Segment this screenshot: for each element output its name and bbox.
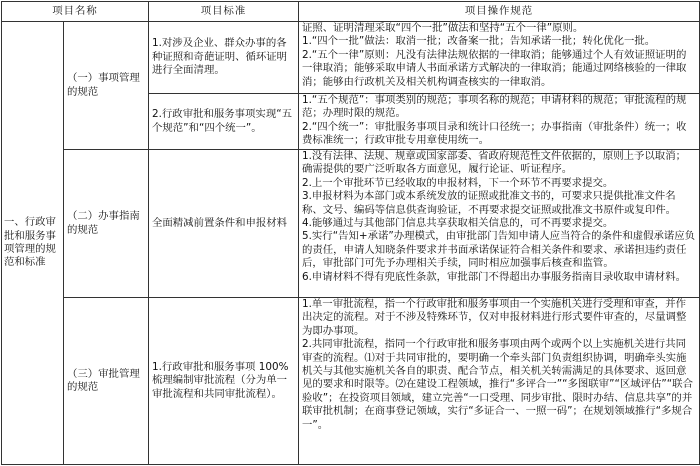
- operation-rules: [299, 94, 700, 150]
- rule-line: 3.申报材料为本部门或本系统发放的证照或批准文书的，可要求只提供批准文件名称、文号、编码等信息供查询验证，不再要求提交证照或批准文书原件或复印件。: [302, 190, 677, 216]
- table-row: [2, 298, 700, 465]
- operation-rules: [299, 150, 700, 298]
- standards-table: [1, 1, 700, 465]
- rule-line: 2.“五个一律”原则：凡没有法律法规依据的一律取消；能够通过个人有效证照证明的一律取消；能够采取申请人书面承诺方式解决的一律取消；能通过网络核验的一律取消；能够由行政机关及相关机构调查核实的一律取消。: [302, 48, 687, 88]
- rule-line: 1.“五个规范”：事项类别的规范；事项名称的规范；申请材料的规范；审批流程的规范；办理时限的规范。: [302, 94, 687, 120]
- rule-line: 5.实行“告知+承诺”办理模式，由审批部门告知申请人应当符合的条件和虚假承诺应负的责任，申请人知晓条件要求并书面承诺保证符合相关条件和要求、承诺担违约责任后，审批部门可先予办理相关手续，同时相应加强事后核查和监管。: [302, 230, 696, 270]
- rule-line: 4.能够通过与其他部门信息共享获取相关信息的，可不再要求提交。: [302, 217, 614, 230]
- rule-line: 2.共同审批流程，指同一个行政审批和服务事项由两个或两个以上实施机关进行共同审查的流程。⑴对于共同审批的，要明确一个牵头部门负责组织协调，明确牵头实施机关与其他实施机关各自的职责、配合节点，相关机关转需满足的具体要求、返回意见的要求和时限等。⑵在建设工程领域，推行“多评合一”“多图联审”“区域评估”“联合验收”；在投资项目领域，建立完善“一口受理、同步审批、限时办结、信息共享”的并联审批机制；在商事登记领域，实行“多证合一、一照一码”；在规划领域推行“多规合一”。: [302, 338, 693, 431]
- category-cell: 一、行政审批和服务事项管理的规范和标准: [2, 22, 64, 465]
- section-name-2: （二）办事指南的规范: [64, 150, 149, 298]
- rule-line: 1.单一审批流程，指一个行政审批和服务事项由一个实施机关进行受理和审查，并作出决定的流程。对于不涉及特殊环节，仅对申报材料进行形式要件审查的，尽量调整为即办事项。: [302, 298, 687, 337]
- table-row: [2, 150, 700, 298]
- standard-text: 全面精减前置条件和申报材料: [149, 150, 299, 298]
- rule-line: 2.上一个审批环节已经收取的申报材料，下一个环节不再要求提交。: [302, 176, 614, 189]
- rule-line: 2.“四个统一”：审批服务事项目录和统计口径统一；办事指南（审批条件）统一；收费标准统一；行政审批专用章使用统一。: [302, 120, 687, 147]
- header-row: [2, 2, 700, 22]
- table-row: [2, 22, 700, 94]
- standard-text: 2.行政审批和服务事项实现“五个规范”和“四个统一”。: [149, 94, 299, 150]
- header-project-standard: 项目标准: [149, 2, 299, 22]
- rule-line: 1.没有法律、法规、规章或国家部委、省政府规范性文件依据的，原则上予以取消；确需提供的要广泛听取各方面意见，履行论证、听证程序。: [302, 150, 686, 176]
- rule-line: 6.申请材料不得有兜底性条款，审批部门不得超出办事服务指南目录收取申请材料。: [302, 270, 686, 283]
- standard-text: 1.行政审批和服务事项 100%梳理编制审批流程（分为单一审批流程和共同审批流程）。: [149, 298, 299, 465]
- operation-rules: [299, 298, 700, 465]
- header-project-name: 项目名称: [2, 2, 149, 22]
- rule-line: 1.“四个一批”做法：取消一批；改备案一批；告知承诺一批；转化优化一批。: [302, 35, 656, 48]
- rule-line: 证照、证明清理采取“四个一批”做法和坚持“五个一律”原则。: [302, 22, 584, 34]
- operation-rules: [299, 22, 700, 94]
- header-operation-spec: 项目操作规范: [299, 2, 700, 22]
- standard-text: 1.对涉及企业、群众办事的各种证照和奇葩证明、循环证明进行全面清理。: [149, 22, 299, 94]
- section-name-3: （三）审批管理的规范: [64, 298, 149, 465]
- section-name-1: （一）事项管理的规范: [64, 22, 149, 150]
